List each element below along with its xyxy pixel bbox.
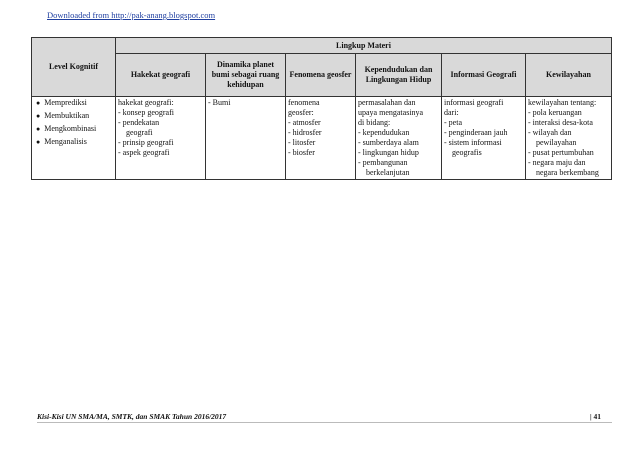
header-kewilayahan: Kewilayahan	[526, 54, 612, 97]
cell-levels	[32, 97, 116, 180]
cell-line: - interaksi desa-kota	[528, 118, 593, 127]
header-level-kognitif: Level Kognitif	[32, 38, 116, 97]
cell-line: - lingkungan hidup	[358, 148, 419, 157]
cell-line: - pusat pertumbuhan	[528, 148, 594, 157]
list-item	[36, 124, 113, 134]
cell-line: - negara maju dan	[528, 158, 586, 167]
cell-fenomena	[286, 97, 356, 180]
bullet-icon: ●	[36, 138, 41, 146]
cell-dinamika	[206, 97, 286, 180]
cell-line: - sistem informasi	[444, 138, 502, 147]
cell-kependudukan	[356, 97, 442, 180]
bullet-icon: ●	[36, 112, 41, 120]
cell-line: - Bumi	[208, 98, 231, 107]
cell-line: - kependudukan	[358, 128, 410, 137]
page-number: | 41	[590, 412, 602, 421]
kisi-table	[31, 37, 612, 180]
cell-line: - atmosfer	[288, 118, 321, 127]
footer-title: Kisi-Kisi UN SMA/MA, SMTK, dan SMAK Tahun 2016/2017	[37, 412, 227, 421]
cell-line: - pendekatan	[118, 118, 160, 127]
cell-line: fenomena	[288, 98, 320, 107]
cell-line: hakekat geografi:	[118, 98, 174, 107]
level-label: Menganalisis	[44, 137, 87, 146]
cell-line: geografi	[126, 128, 153, 137]
cell-informasi	[442, 97, 526, 180]
cell-hakekat	[116, 97, 206, 180]
level-label: Memprediksi	[44, 98, 87, 107]
download-link[interactable]: Downloaded from http://pak-anang.blogspot.com	[47, 10, 216, 20]
header-kependudukan: Kependudukan dan Lingkungan Hidup	[356, 54, 442, 97]
cell-line: - pembangunan	[358, 158, 408, 167]
cell-line: geografis	[452, 148, 482, 157]
header-informasi: Informasi Geografi	[442, 54, 526, 97]
cell-line: - hidrosfer	[288, 128, 322, 137]
footer-divider	[37, 422, 612, 423]
cell-line: - pola keruangan	[528, 108, 582, 117]
cell-line: upaya mengatasinya	[358, 108, 424, 117]
cell-line: - prinsip geografi	[118, 138, 174, 147]
cell-line: kewilayahan tentang:	[528, 98, 597, 107]
level-label: Mengkombinasi	[44, 124, 97, 133]
cell-line: - sumberdaya alam	[358, 138, 419, 147]
cell-kewilayahan	[526, 97, 612, 180]
header-fenomena: Fenomena geosfer	[286, 54, 356, 97]
cell-line: di bidang:	[358, 118, 391, 127]
bullet-icon: ●	[36, 99, 41, 107]
cell-line: dari:	[444, 108, 459, 117]
cell-line: informasi geografi	[444, 98, 504, 107]
cell-line: - aspek geografi	[118, 148, 170, 157]
cell-line: - biosfer	[288, 148, 315, 157]
header-hakekat: Hakekat geografi	[116, 54, 206, 97]
cell-line: - peta	[444, 118, 462, 127]
list-item	[36, 137, 113, 147]
cell-line: - litosfer	[288, 138, 316, 147]
cell-line: negara berkembang	[536, 168, 599, 177]
cell-line: geosfer:	[288, 108, 314, 117]
header-dinamika: Dinamika planet bumi sebagai ruang kehidupan	[206, 54, 286, 97]
cell-line: pewilayahan	[536, 138, 577, 147]
list-item	[36, 98, 113, 108]
cell-line: berkelanjutan	[366, 168, 410, 177]
header-lingkup-materi: Lingkup Materi	[116, 38, 612, 54]
cell-line: permasalahan dan	[358, 98, 416, 107]
bullet-icon: ●	[36, 125, 41, 133]
level-label: Membuktikan	[44, 111, 90, 120]
cell-line: - penginderaan jauh	[444, 128, 508, 137]
cell-line: - konsep geografi	[118, 108, 174, 117]
list-item	[36, 111, 113, 121]
cell-line: - wilayah dan	[528, 128, 572, 137]
